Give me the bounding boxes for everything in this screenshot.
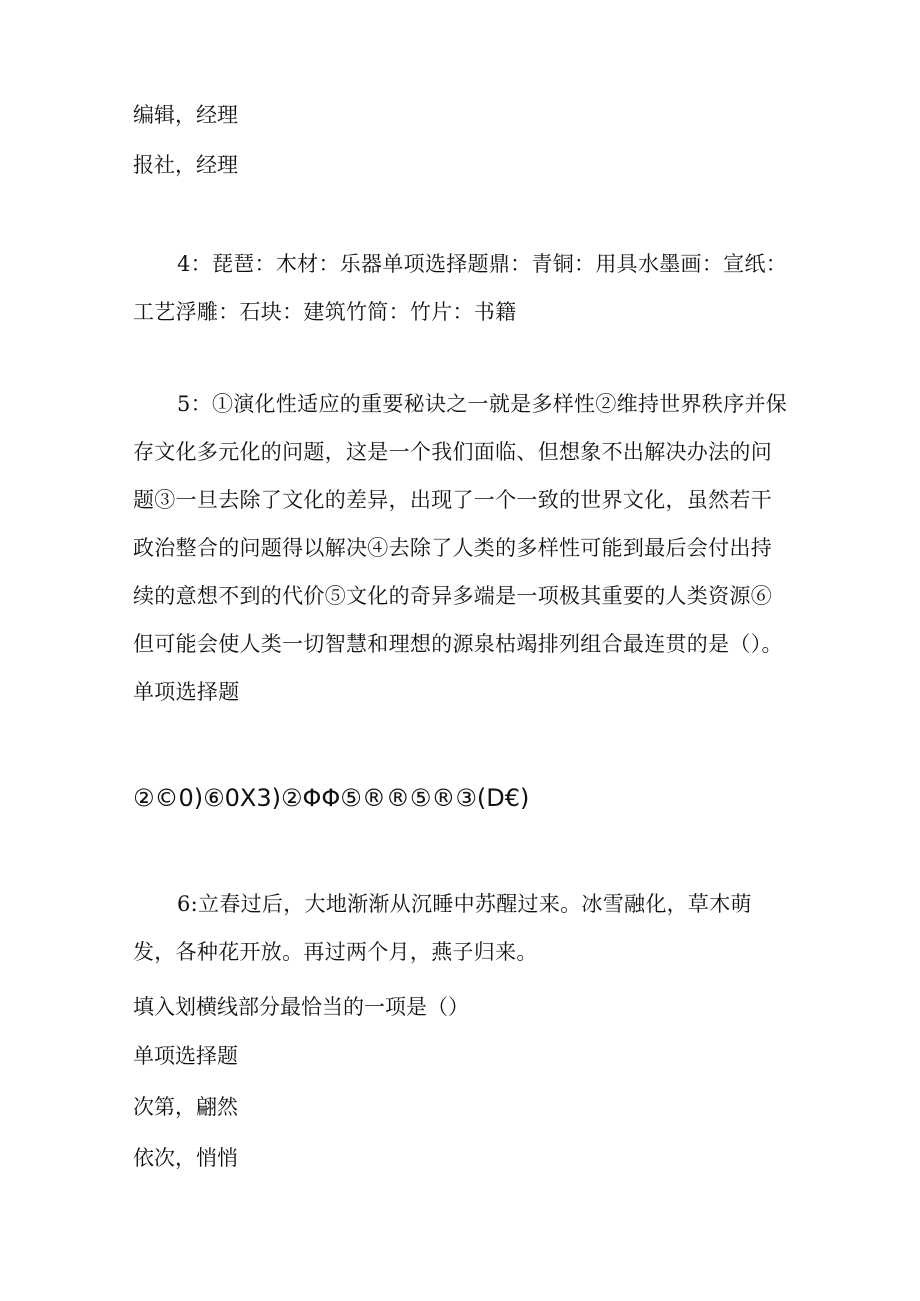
question-6: 6:立春过后，大地渐渐从沉睡中苏醒过来。冰雪融化，草木萌发，各种花开放。再过两个月，燕子归来。 — [133, 892, 752, 964]
option-text: 依次，悄悄 — [133, 1146, 238, 1170]
option-text: 编辑，经理 — [133, 103, 238, 127]
option-text: 报社，经理 — [133, 153, 238, 177]
question-6-prompt: 填入划横线部分最恰当的一项是（） — [133, 995, 469, 1019]
question-4: 4：琵琶：木材：乐器单项选择题鼎：青铜：用具水墨画：宣纸：工艺浮雕：石块：建筑竹简：竹片：书籍 — [133, 252, 788, 324]
question-5-options: ②©0)⑥0X3)②ΦΦ⑤®®⑤®③(D€) — [133, 784, 530, 812]
question-type: 单项选择题 — [133, 1044, 238, 1068]
question-5: 5：①演化性适应的重要秘诀之一就是多样性②维持世界秩序并保存文化多元化的问题，这是一个我们面临、但想象不出解决办法的问题③一旦去除了文化的差异，出现了一个一致的世界文化，虽然若干政治整合的问题得以解决④去除了人类的多样性可能到最后会付出持续的意想不到的代价⑤文化的奇异多端是一项极其重要的人类资源⑥但可能会使人类一切智慧和理想的源泉枯竭排列组合最连贯的是（）。单项选择题 — [133, 392, 788, 704]
option-text: 次第，翩然 — [133, 1095, 238, 1119]
